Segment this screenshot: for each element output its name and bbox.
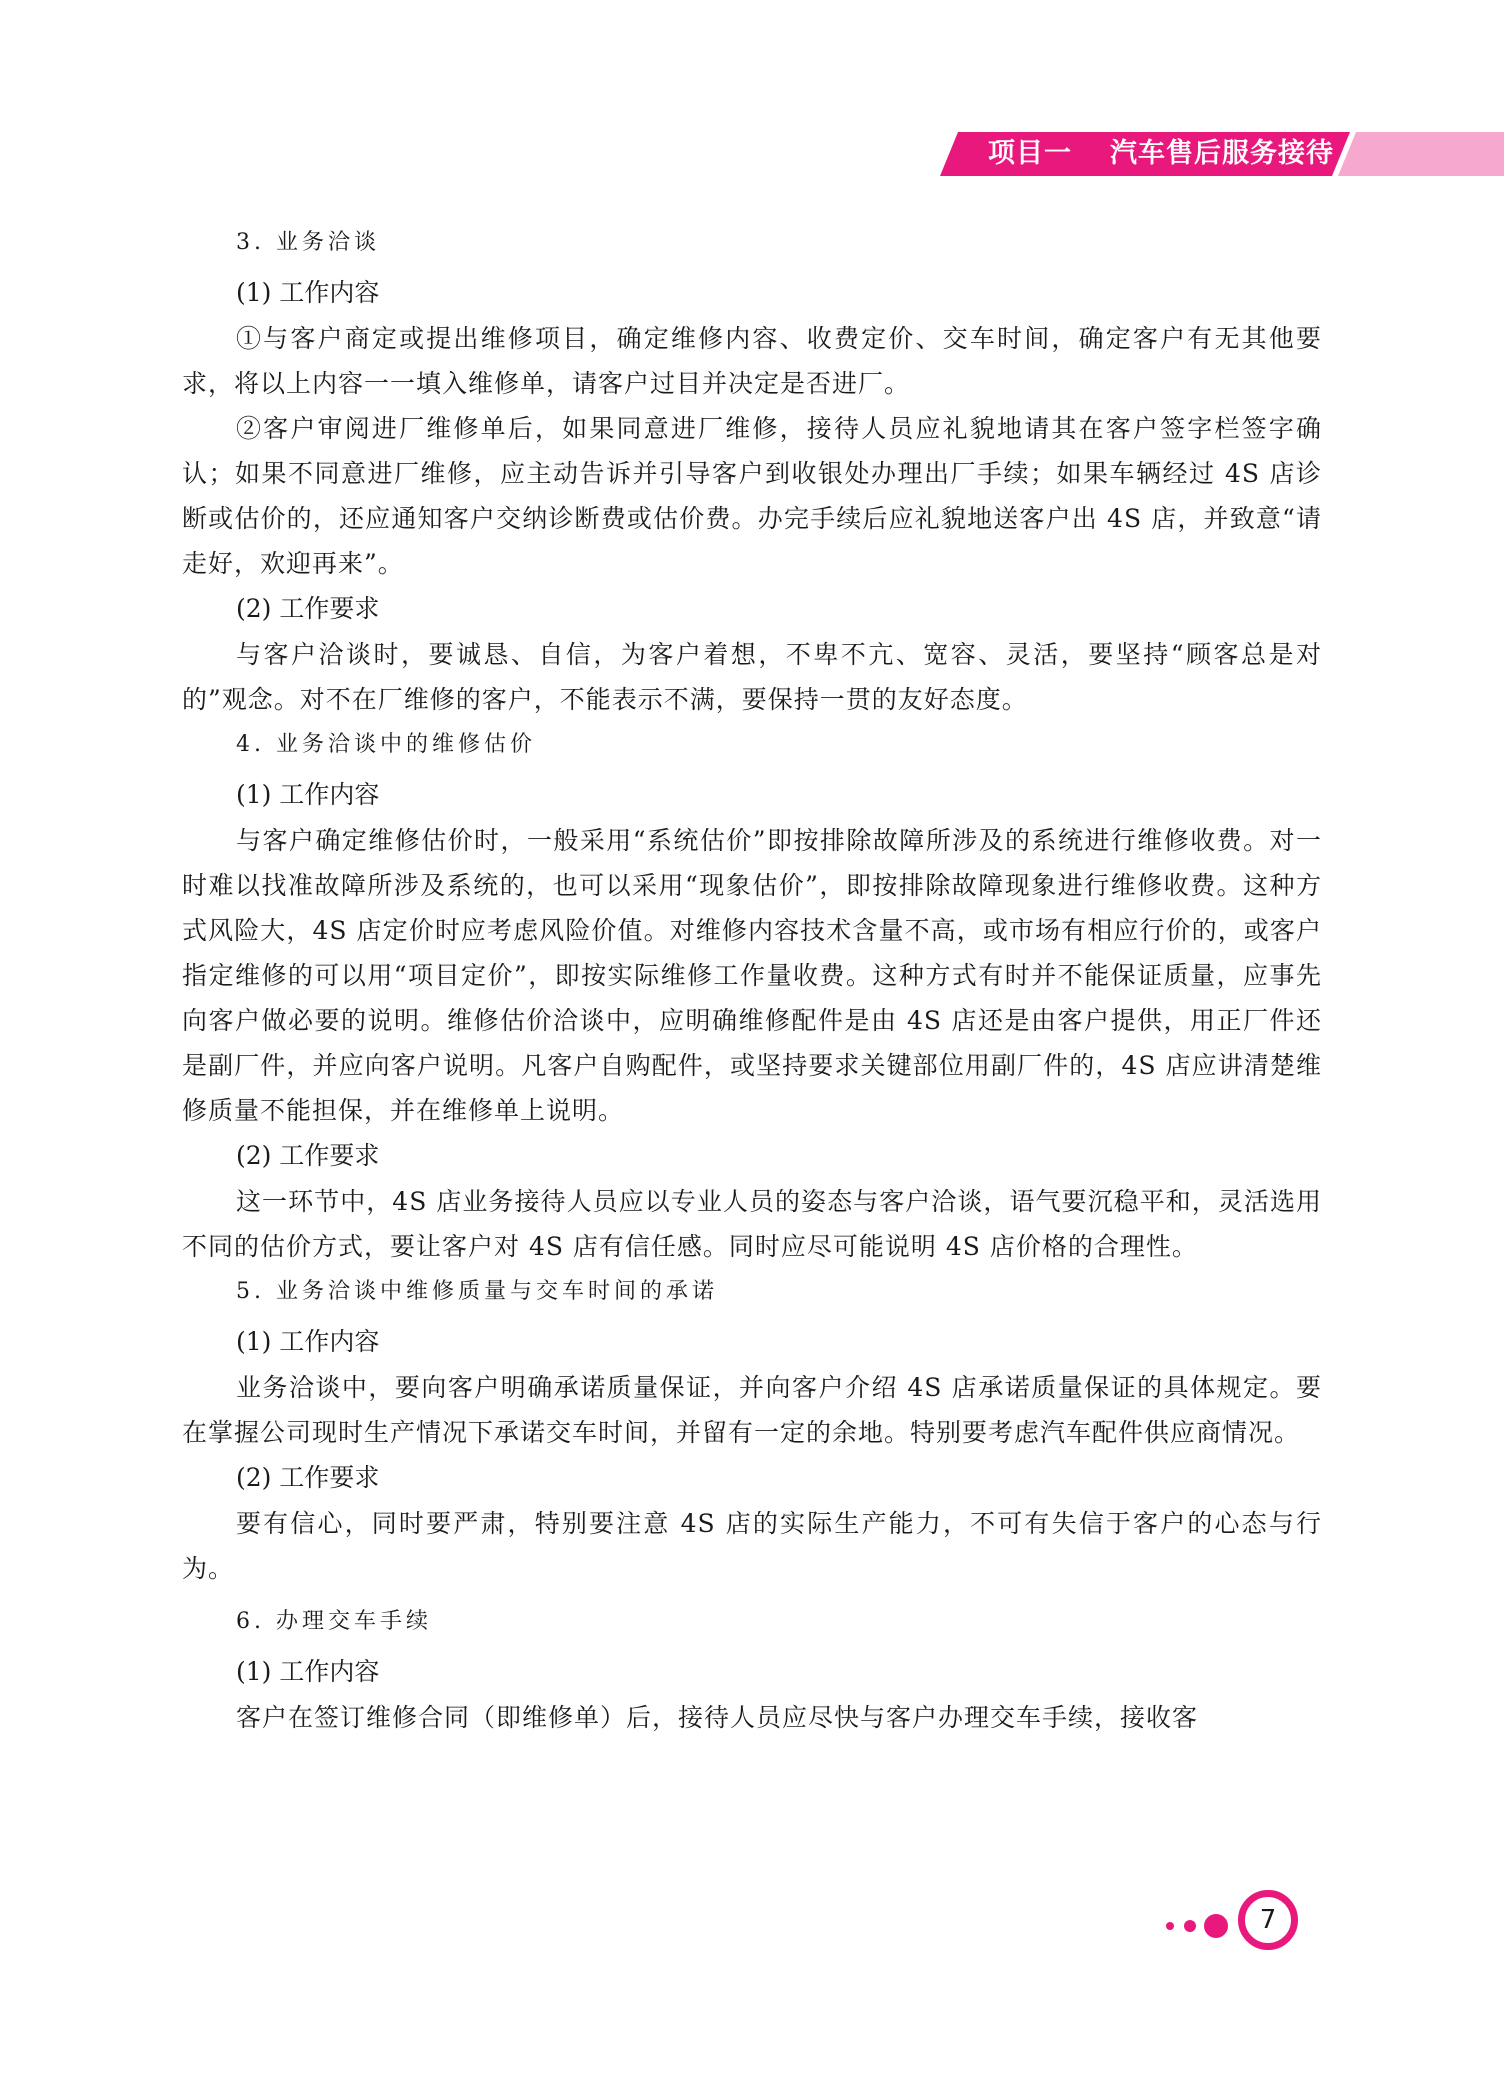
paragraph: 客户在签订维修合同（即维修单）后，接待人员应尽快与客户办理交车手续，接收客 (236, 1703, 1199, 1732)
page-content (182, 220, 1322, 1740)
header-project: 项目一 (988, 138, 1072, 169)
sub-heading: (1) 工作内容 (236, 1657, 380, 1686)
section-heading: 5. 业务洽谈中维修质量与交车时间的承诺 (236, 1279, 718, 1304)
paragraph: 与客户确定维修估价时，一般采用“系统估价”即按排除故障所涉及的系统进行维修收费。对一时难以找准故障所涉及系统的，也可以采用“现象估价”，即按排除故障现象进行维修收费。这种方式风险大，4S 店定价时应考虑风险价值。对维修内容技术含量不高，或市场有相应行价的，或客户指定维修的可以用“项目定价”，即按实际维修工作量收费。这种方式有时并不能保证质量，应事先向客户做必要的说明。维修估价洽谈中，应明确维修配件是由 4S 店还是由客户提供，用正厂件还是副厂件，并应向客户说明。凡客户自购配件，或坚持要求关键部位用副厂件的，4S 店应讲清楚维修质量不能担保，并在维修单上说明。 (182, 826, 1322, 1125)
page-number-badge (1160, 1886, 1320, 1966)
dot-icon (1166, 1922, 1174, 1930)
section-heading: 3. 业务洽谈 (236, 230, 380, 255)
dot-icon (1184, 1920, 1196, 1932)
sub-heading: (1) 工作内容 (236, 780, 380, 809)
page-number: 7 (1238, 1890, 1298, 1950)
sub-heading: (1) 工作内容 (236, 1327, 380, 1356)
paragraph: 业务洽谈中，要向客户明确承诺质量保证，并向客户介绍 4S 店承诺质量保证的具体规定。要在掌握公司现时生产情况下承诺交车时间，并留有一定的余地。特别要考虑汽车配件供应商情况。 (182, 1373, 1322, 1447)
sub-heading: (2) 工作要求 (236, 594, 380, 623)
paragraph: ②客户审阅进厂维修单后，如果同意进厂维修，接待人员应礼貌地请其在客户签字栏签字确认；如果不同意进厂维修，应主动告诉并引导客户到收银处办理出厂手续；如果车辆经过 4S 店诊断或估价的，还应通知客户交纳诊断费或估价费。办完手续后应礼貌地送客户出 4S 店，并致意“请走好，欢迎再来”。 (182, 414, 1322, 578)
section-heading: 4. 业务洽谈中的维修估价 (236, 732, 536, 757)
paragraph: 要有信心，同时要严肃，特别要注意 4S 店的实际生产能力，不可有失信于客户的心态与行为。 (182, 1509, 1322, 1583)
paragraph: 与客户洽谈时，要诚恳、自信，为客户着想，不卑不亢、宽容、灵活，要坚持“顾客总是对的”观念。对不在厂维修的客户，不能表示不满，要保持一贯的友好态度。 (182, 640, 1322, 714)
header-banner (940, 132, 1504, 176)
sub-heading: (1) 工作内容 (236, 278, 380, 307)
sub-heading: (2) 工作要求 (236, 1463, 380, 1492)
paragraph: 这一环节中，4S 店业务接待人员应以专业人员的姿态与客户洽谈，语气要沉稳平和，灵活选用不同的估价方式，要让客户对 4S 店有信任感。同时应尽可能说明 4S 店价格的合理性。 (182, 1187, 1322, 1261)
header-chapter-title: 汽车售后服务接待 (1110, 138, 1334, 169)
section-heading: 6. 办理交车手续 (236, 1609, 432, 1634)
paragraph: ①与客户商定或提出维修项目，确定维修内容、收费定价、交车时间，确定客户有无其他要求，将以上内容一一填入维修单，请客户过目并决定是否进厂。 (182, 324, 1322, 398)
sub-heading: (2) 工作要求 (236, 1141, 380, 1170)
dot-icon (1204, 1914, 1228, 1938)
header-title (988, 132, 1334, 176)
